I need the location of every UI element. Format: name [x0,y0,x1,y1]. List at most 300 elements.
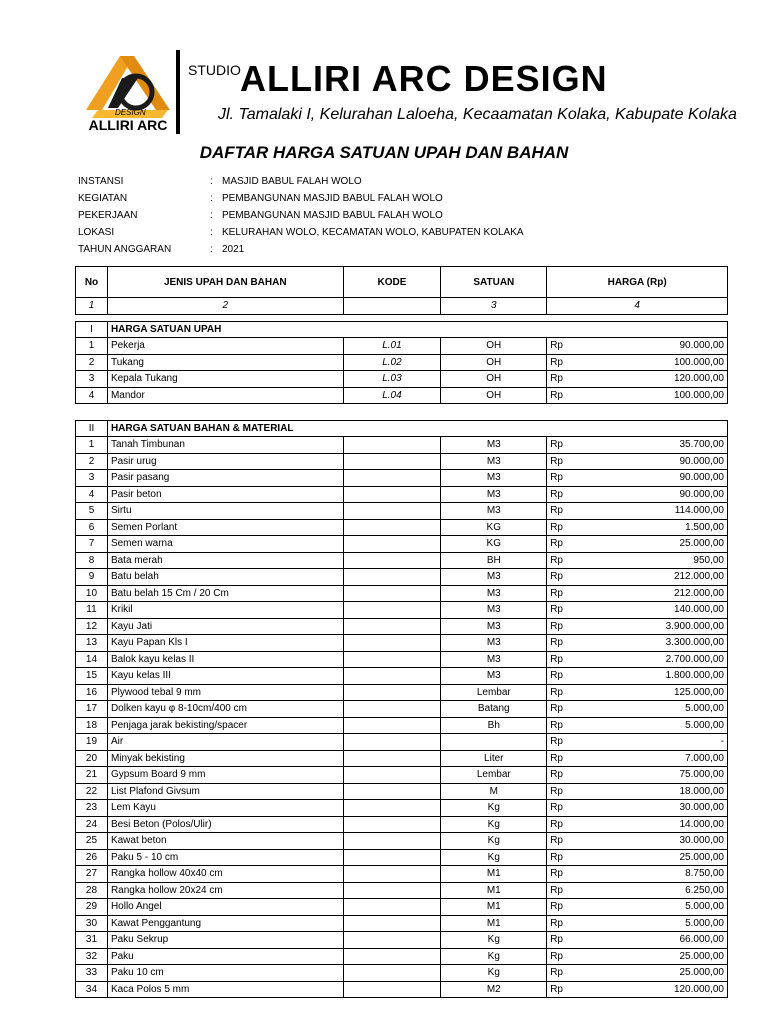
brand-name: ALLIRI ARC DESIGN [240,58,608,99]
row-kode [343,965,441,982]
row-no: 18 [76,717,108,734]
row-satuan: M3 [441,453,547,470]
row-currency: Rp [547,585,587,602]
meta-value: MASJID BABUL FALAH WOLO [222,176,362,187]
row-kode: L.03 [343,371,441,388]
row-name: Sirtu [107,503,343,520]
row-kode [343,717,441,734]
section-no: I [76,322,108,338]
row-satuan: M3 [441,486,547,503]
row-name: Semen Porlant [107,519,343,536]
table-row [76,800,728,817]
table-row [76,470,728,487]
row-kode [343,767,441,784]
row-satuan: KG [441,536,547,553]
row-no: 2 [76,453,108,470]
table-row [76,965,728,982]
row-harga: 5.000,00 [587,915,728,932]
table-row [76,882,728,899]
row-currency: Rp [547,800,587,817]
document-title: DAFTAR HARGA SATUAN UPAH DAN BAHAN [199,143,569,162]
row-no: 12 [76,618,108,635]
row-name: Paku [107,948,343,965]
row-kode [343,849,441,866]
table-row [76,536,728,553]
row-harga: 212.000,00 [587,585,728,602]
meta-key: KEGIATAN [78,193,128,204]
row-harga: 66.000,00 [587,932,728,949]
row-satuan: M3 [441,585,547,602]
header-jenis: JENIS UPAH DAN BAHAN [107,267,343,298]
row-name: Bata merah [107,552,343,569]
row-name: Kepala Tukang [107,371,343,388]
row-no: 8 [76,552,108,569]
row-harga: 18.000,00 [587,783,728,800]
row-currency: Rp [547,569,587,586]
row-name: Tukang [107,354,343,371]
row-name: Gypsum Board 9 mm [107,767,343,784]
row-kode [343,635,441,652]
header-harga: HARGA (Rp) [547,267,728,298]
row-kode [343,948,441,965]
row-satuan: M1 [441,899,547,916]
row-no: 1 [76,338,108,355]
row-harga: 1.800.000,00 [587,668,728,685]
header-kode: KODE [343,267,441,298]
row-currency: Rp [547,767,587,784]
table-row [76,849,728,866]
row-kode: L.02 [343,354,441,371]
row-satuan: Kg [441,849,547,866]
row-kode [343,833,441,850]
table-row [76,651,728,668]
table-row [76,552,728,569]
row-kode [343,668,441,685]
meta-colon: : [210,210,213,221]
row-currency: Rp [547,354,587,371]
row-currency: Rp [547,816,587,833]
upah-section-table [75,321,728,404]
row-satuan: Bh [441,717,547,734]
table-row [76,899,728,916]
row-name: Paku Sekrup [107,932,343,949]
meta-key: INSTANSI [78,176,124,187]
row-kode [343,915,441,932]
row-kode [343,684,441,701]
meta-key: LOKASI [78,227,115,238]
row-no: 32 [76,948,108,965]
row-no: 24 [76,816,108,833]
row-name: List Plafond Givsum [107,783,343,800]
row-satuan: M3 [441,470,547,487]
row-name: Rangka hollow 20x24 cm [107,882,343,899]
table-row [76,453,728,470]
table-row [76,866,728,883]
table-row [76,503,728,520]
row-no: 22 [76,783,108,800]
table-row [76,387,728,404]
row-currency: Rp [547,602,587,619]
row-currency: Rp [547,948,587,965]
row-kode [343,503,441,520]
row-satuan: M3 [441,503,547,520]
row-harga: 30.000,00 [587,800,728,817]
row-no: 4 [76,387,108,404]
row-satuan: M [441,783,547,800]
row-no: 28 [76,882,108,899]
row-name: Krikil [107,602,343,619]
row-harga: 100.000,00 [587,387,728,404]
row-no: 25 [76,833,108,850]
row-no: 15 [76,668,108,685]
table-row [76,816,728,833]
row-currency: Rp [547,503,587,520]
letterhead [0,0,768,140]
row-kode [343,651,441,668]
row-no: 26 [76,849,108,866]
row-satuan: M3 [441,651,547,668]
row-kode [343,734,441,751]
table-row [76,783,728,800]
row-kode: L.01 [343,338,441,355]
meta-colon: : [210,176,213,187]
row-kode [343,486,441,503]
row-satuan: Kg [441,833,547,850]
table-row [76,717,728,734]
row-currency: Rp [547,651,587,668]
meta-key: TAHUN ANGGARAN [78,244,172,255]
row-name: Pekerja [107,338,343,355]
table-row [76,602,728,619]
row-name: Tanah Timbunan [107,437,343,454]
row-currency: Rp [547,470,587,487]
table-row [76,371,728,388]
section-title: HARGA SATUAN BAHAN & MATERIAL [107,421,727,437]
row-harga: 5.000,00 [587,701,728,718]
row-name: Kawat beton [107,833,343,850]
row-currency: Rp [547,866,587,883]
row-kode [343,899,441,916]
row-currency: Rp [547,668,587,685]
row-name: Besi Beton (Polos/Ulir) [107,816,343,833]
colnum-2: 2 [107,298,343,315]
row-name: Minyak bekisting [107,750,343,767]
row-harga: 2.700.000,00 [587,651,728,668]
row-harga: 90.000,00 [587,486,728,503]
table-row [76,635,728,652]
row-harga: 8.750,00 [587,866,728,883]
table-header-row [76,267,728,298]
row-no: 10 [76,585,108,602]
divider [176,50,180,134]
row-harga: 120.000,00 [587,981,728,998]
meta-value: PEMBANGUNAN MASJID BABUL FALAH WOLO [222,193,443,204]
colnum-4: 4 [547,298,728,315]
row-name: Pasir pasang [107,470,343,487]
row-name: Kayu kelas III [107,668,343,685]
row-harga: 30.000,00 [587,833,728,850]
row-no: 17 [76,701,108,718]
meta-key: PEKERJAAN [78,210,138,221]
row-no: 7 [76,536,108,553]
row-kode [343,750,441,767]
row-satuan: M3 [441,602,547,619]
row-harga: 14.000,00 [587,816,728,833]
row-currency: Rp [547,783,587,800]
row-kode [343,783,441,800]
row-name: Kawat Penggantung [107,915,343,932]
row-satuan: M3 [441,618,547,635]
row-currency: Rp [547,618,587,635]
row-kode [343,701,441,718]
row-currency: Rp [547,453,587,470]
row-no: 34 [76,981,108,998]
table-row [76,948,728,965]
row-harga: 120.000,00 [587,371,728,388]
studio-label: STUDIO [188,62,241,78]
colnum-3: 3 [441,298,547,315]
table-row [76,767,728,784]
table-row [76,618,728,635]
row-name: Dolken kayu φ 8-10cm/400 cm [107,701,343,718]
row-no: 9 [76,569,108,586]
table-row [76,833,728,850]
row-no: 1 [76,437,108,454]
meta-value: 2021 [222,244,245,255]
row-name: Semen warna [107,536,343,553]
row-currency: Rp [547,486,587,503]
row-harga: 90.000,00 [587,453,728,470]
row-name: Kaca Polos 5 mm [107,981,343,998]
row-no: 6 [76,519,108,536]
section-no: II [76,421,108,437]
row-satuan: OH [441,387,547,404]
table-row [76,354,728,371]
row-harga: 140.000,00 [587,602,728,619]
table-row [76,750,728,767]
row-no: 30 [76,915,108,932]
row-name: Air [107,734,343,751]
row-satuan: Batang [441,701,547,718]
row-no: 3 [76,371,108,388]
row-name: Mandor [107,387,343,404]
row-satuan: Kg [441,800,547,817]
row-name: Paku 10 cm [107,965,343,982]
row-kode [343,552,441,569]
row-kode [343,882,441,899]
row-currency: Rp [547,635,587,652]
row-satuan: Lembar [441,684,547,701]
row-kode [343,453,441,470]
row-name: Penjaga jarak bekisting/spacer [107,717,343,734]
row-satuan: Lembar [441,767,547,784]
row-name: Batu belah [107,569,343,586]
row-currency: Rp [547,932,587,949]
row-harga: 25.000,00 [587,849,728,866]
row-satuan: M3 [441,437,547,454]
table-row [76,915,728,932]
row-harga: 125.000,00 [587,684,728,701]
logo-design-text: DESIGN [115,108,146,117]
row-no: 5 [76,503,108,520]
table-number-row [76,298,728,315]
row-satuan: Kg [441,965,547,982]
row-satuan: BH [441,552,547,569]
row-name: Hollo Angel [107,899,343,916]
row-no: 14 [76,651,108,668]
row-harga: 1.500,00 [587,519,728,536]
row-satuan: OH [441,354,547,371]
colnum-kode [343,298,441,315]
row-name: Batu belah 15 Cm / 20 Cm [107,585,343,602]
table-row [76,932,728,949]
row-harga: 25.000,00 [587,536,728,553]
row-satuan: M1 [441,866,547,883]
header-satuan: SATUAN [441,267,547,298]
row-name: Kayu Jati [107,618,343,635]
row-harga: - [587,734,728,751]
row-no: 4 [76,486,108,503]
row-satuan: OH [441,338,547,355]
row-currency: Rp [547,371,587,388]
row-harga: 90.000,00 [587,470,728,487]
row-currency: Rp [547,882,587,899]
colnum-1: 1 [76,298,108,315]
row-no: 29 [76,899,108,916]
row-satuan: M1 [441,882,547,899]
row-satuan: Liter [441,750,547,767]
row-harga: 950,00 [587,552,728,569]
meta-value: KELURAHAN WOLO, KECAMATAN WOLO, KABUPATEN KOLAKA [222,227,524,238]
row-name: Kayu Papan Kls I [107,635,343,652]
row-harga: 7.000,00 [587,750,728,767]
row-satuan: Kg [441,816,547,833]
row-satuan: Kg [441,948,547,965]
row-currency: Rp [547,717,587,734]
row-currency: Rp [547,915,587,932]
bahan-section-table [75,420,728,998]
row-kode [343,866,441,883]
row-currency: Rp [547,536,587,553]
row-no: 19 [76,734,108,751]
table-row [76,734,728,751]
row-satuan: M1 [441,915,547,932]
row-currency: Rp [547,338,587,355]
meta-colon: : [210,244,213,255]
row-kode [343,569,441,586]
table-row [76,668,728,685]
row-currency: Rp [547,849,587,866]
row-currency: Rp [547,387,587,404]
table-row [76,585,728,602]
row-kode: L.04 [343,387,441,404]
row-name: Rangka hollow 40x40 cm [107,866,343,883]
row-no: 27 [76,866,108,883]
table-row [76,486,728,503]
table-row [76,338,728,355]
section-title: HARGA SATUAN UPAH [107,322,727,338]
row-no: 13 [76,635,108,652]
price-table-header [75,266,728,315]
meta-value: PEMBANGUNAN MASJID BABUL FALAH WOLO [222,210,443,221]
row-satuan: KG [441,519,547,536]
row-name: Lem Kayu [107,800,343,817]
row-currency: Rp [547,701,587,718]
row-currency: Rp [547,684,587,701]
row-kode [343,800,441,817]
row-currency: Rp [547,552,587,569]
row-kode [343,816,441,833]
row-harga: 100.000,00 [587,354,728,371]
row-satuan [441,734,547,751]
row-currency: Rp [547,437,587,454]
row-kode [343,519,441,536]
row-harga: 25.000,00 [587,965,728,982]
table-row [76,437,728,454]
row-satuan: OH [441,371,547,388]
address: Jl. Tamalaki I, Kelurahan Laloeha, Kecaamatan Kolaka, Kabupate Kolaka [218,106,737,123]
row-kode [343,932,441,949]
meta-colon: : [210,193,213,204]
table-row [76,684,728,701]
row-name: Plywood tebal 9 mm [107,684,343,701]
row-harga: 3.300.000,00 [587,635,728,652]
logo-name: ALLIRI ARC [88,117,168,133]
row-harga: 90.000,00 [587,338,728,355]
row-kode [343,470,441,487]
row-harga: 25.000,00 [587,948,728,965]
row-currency: Rp [547,734,587,751]
row-harga: 3.900.000,00 [587,618,728,635]
row-currency: Rp [547,981,587,998]
section-header-row [76,421,728,437]
row-currency: Rp [547,833,587,850]
row-no: 11 [76,602,108,619]
row-no: 16 [76,684,108,701]
row-no: 3 [76,470,108,487]
row-kode [343,618,441,635]
row-name: Pasir beton [107,486,343,503]
row-kode [343,981,441,998]
row-no: 23 [76,800,108,817]
row-harga: 6.250,00 [587,882,728,899]
row-kode [343,602,441,619]
section-header-row [76,322,728,338]
row-satuan: M3 [441,569,547,586]
header-no: No [76,267,108,298]
row-harga: 5.000,00 [587,717,728,734]
row-no: 2 [76,354,108,371]
row-name: Pasir urug [107,453,343,470]
row-currency: Rp [547,965,587,982]
row-currency: Rp [547,750,587,767]
row-no: 20 [76,750,108,767]
row-harga: 75.000,00 [587,767,728,784]
row-kode [343,536,441,553]
table-row [76,981,728,998]
table-row [76,701,728,718]
row-currency: Rp [547,519,587,536]
row-satuan: M3 [441,668,547,685]
row-no: 21 [76,767,108,784]
row-name: Paku 5 - 10 cm [107,849,343,866]
row-satuan: M2 [441,981,547,998]
meta-colon: : [210,227,213,238]
row-kode [343,585,441,602]
row-no: 33 [76,965,108,982]
row-satuan: M3 [441,635,547,652]
row-harga: 212.000,00 [587,569,728,586]
